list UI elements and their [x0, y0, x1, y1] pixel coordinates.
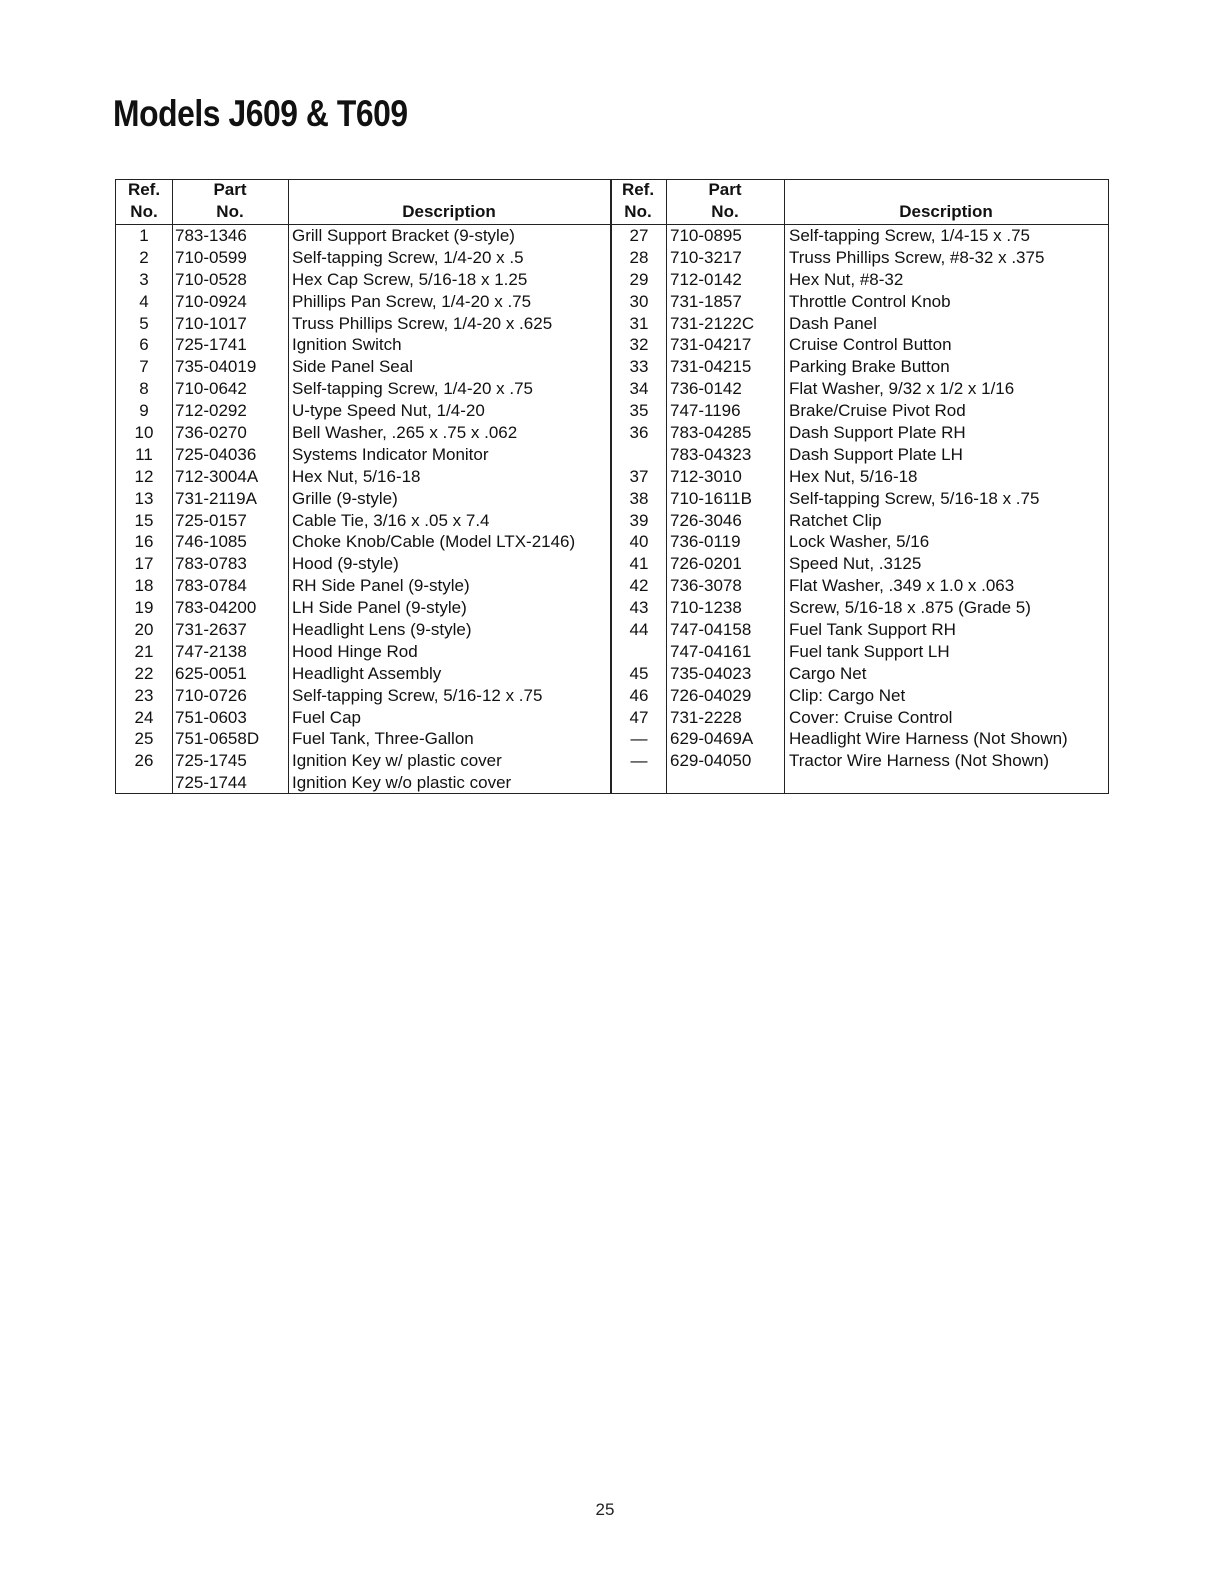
table-row	[116, 728, 1108, 750]
ref-number: 47	[629, 707, 649, 727]
part-number: 710-0726	[175, 685, 247, 705]
header-description-left	[288, 180, 610, 224]
ref-number: 1	[139, 226, 149, 245]
table-row	[116, 444, 1108, 466]
part-number: 712-3004A	[175, 466, 259, 486]
table-row	[116, 356, 1108, 378]
part-description: Ignition Key w/o plastic cover	[292, 773, 512, 793]
ref-number: 20	[134, 620, 154, 640]
table-row	[116, 663, 1108, 685]
part-description: Self-tapping Screw, 5/16-18 x .75	[789, 488, 1040, 508]
ref-number: 15	[134, 510, 154, 530]
ref-number: 5	[139, 313, 149, 333]
table-row	[116, 641, 1108, 663]
part-number: 783-0783	[175, 554, 247, 574]
part-description: Bell Washer, .265 x .75 x .062	[292, 423, 518, 443]
table-row	[116, 400, 1108, 422]
part-number: 735-04023	[670, 663, 752, 683]
part-number: 783-0784	[175, 576, 247, 596]
ref-number	[116, 772, 172, 794]
part-description: Cable Tie, 3/16 x .05 x 7.4	[292, 510, 490, 530]
part-number: 629-0469A	[670, 729, 754, 749]
part-description: RH Side Panel (9-style)	[292, 576, 470, 596]
header-part-line1: Part	[213, 180, 247, 199]
part-number: 751-0603	[175, 707, 247, 727]
table-row	[116, 750, 1108, 772]
part-description: Brake/Cruise Pivot Rod	[789, 401, 966, 421]
part-description: Ignition Switch	[292, 335, 402, 355]
part-number: 710-1017	[175, 313, 247, 333]
part-description: Parking Brake Button	[789, 357, 950, 377]
ref-number: 10	[134, 423, 154, 443]
part-number: 731-04217	[670, 335, 752, 355]
header-ref-line1: Ref.	[127, 180, 161, 199]
ref-number: 7	[139, 357, 149, 377]
ref-number: 19	[134, 598, 154, 618]
ref-number: 2	[139, 247, 149, 267]
header-ref-line2: No.	[624, 202, 652, 221]
part-number: 625-0051	[175, 663, 247, 683]
part-number: 710-3217	[670, 247, 742, 267]
table-row	[116, 291, 1108, 313]
ref-number: 31	[629, 313, 649, 333]
ref-number: 30	[629, 291, 649, 311]
ref-number: 42	[629, 576, 649, 596]
ref-number: 29	[629, 269, 649, 289]
ref-number: 37	[629, 466, 649, 486]
part-description: Hex Nut, 5/16-18	[789, 466, 918, 486]
part-description: Headlight Assembly	[292, 663, 442, 683]
header-ref-line1: Ref.	[621, 180, 655, 199]
ref-number: 3	[139, 269, 149, 289]
ref-number: 17	[134, 554, 154, 574]
ref-number: 27	[629, 226, 649, 245]
part-number: 747-1196	[670, 401, 741, 421]
part-number: 710-1611B	[670, 488, 752, 508]
ref-number: 45	[629, 663, 649, 683]
ref-number: —	[630, 751, 648, 771]
table-row	[116, 553, 1108, 575]
part-description: Choke Knob/Cable (Model LTX-2146)	[292, 532, 576, 552]
part-description: Phillips Pan Screw, 1/4-20 x .75	[292, 291, 532, 311]
part-description: Fuel tank Support LH	[789, 641, 950, 661]
part-description: Throttle Control Knob	[789, 291, 951, 311]
ref-number: —	[630, 729, 648, 749]
part-description: Fuel Tank Support RH	[789, 620, 956, 640]
part-description: Headlight Lens (9-style)	[292, 620, 472, 640]
ref-number: 18	[134, 576, 154, 596]
part-description: LH Side Panel (9-style)	[292, 598, 467, 618]
part-description: Hex Nut, #8-32	[789, 269, 904, 289]
ref-number: 21	[134, 641, 154, 661]
ref-number: 9	[139, 401, 149, 421]
part-number: 731-04215	[670, 357, 752, 377]
table-row	[116, 772, 1108, 794]
header-description: Description	[899, 202, 993, 221]
part-number: 712-0142	[670, 269, 742, 289]
ref-number: 36	[629, 423, 649, 443]
ref-number: 11	[135, 444, 153, 464]
part-number: 725-1744	[175, 773, 247, 793]
table-row	[116, 247, 1108, 269]
header-ref-line2: No.	[130, 202, 158, 221]
part-number: 783-04200	[175, 598, 257, 618]
ref-number: 35	[629, 401, 649, 421]
header-part-line1: Part	[708, 180, 742, 199]
ref-number: 33	[629, 357, 649, 377]
part-description: Screw, 5/16-18 x .875 (Grade 5)	[789, 598, 1031, 618]
table-body	[116, 225, 1108, 794]
header-part-left	[172, 180, 288, 224]
header-ref-right	[610, 180, 666, 224]
ref-number: 28	[629, 247, 649, 267]
part-number: 736-0270	[175, 423, 247, 443]
parts-table	[115, 179, 1109, 794]
part-number: 747-04158	[670, 620, 752, 640]
part-description: Hood Hinge Rod	[292, 641, 418, 661]
part-description: Flat Washer, 9/32 x 1/2 x 1/16	[789, 379, 1015, 399]
ref-number: 12	[134, 466, 154, 486]
part-description: Dash Support Plate RH	[789, 423, 966, 443]
ref-number: 6	[139, 335, 149, 355]
table-row	[116, 575, 1108, 597]
part-description: Side Panel Seal	[292, 357, 413, 377]
table-row	[116, 269, 1108, 291]
ref-number: 22	[134, 663, 154, 683]
part-description: Truss Phillips Screw, #8-32 x .375	[789, 247, 1045, 267]
part-number: 731-2637	[175, 620, 247, 640]
part-description: U-type Speed Nut, 1/4-20	[292, 401, 485, 421]
part-description: Flat Washer, .349 x 1.0 x .063	[789, 576, 1015, 596]
part-number: 783-1346	[175, 226, 247, 245]
part-number: 710-0895	[670, 226, 742, 245]
part-number: 725-1741	[175, 335, 247, 355]
ref-number: 8	[139, 379, 149, 399]
part-description: Self-tapping Screw, 1/4-15 x .75	[789, 226, 1030, 245]
table-row	[116, 334, 1108, 356]
ref-number: 44	[629, 620, 649, 640]
part-number: 736-0142	[670, 379, 742, 399]
part-number: 710-0924	[175, 291, 247, 311]
ref-number	[612, 641, 666, 663]
part-description: Truss Phillips Screw, 1/4-20 x .625	[292, 313, 553, 333]
part-number: 710-0599	[175, 247, 247, 267]
part-description: Self-tapping Screw, 1/4-20 x .5	[292, 247, 524, 267]
part-number: 746-1085	[175, 532, 247, 552]
ref-number	[612, 444, 666, 466]
part-description: Hood (9-style)	[292, 554, 399, 574]
part-description: Fuel Cap	[292, 707, 361, 727]
table-row	[116, 707, 1108, 729]
part-description: Cover: Cruise Control	[789, 707, 953, 727]
table-row	[116, 422, 1108, 444]
header-description: Description	[402, 202, 496, 221]
part-number: 726-0201	[670, 554, 742, 574]
ref-number: 24	[134, 707, 154, 727]
header-ref-left	[116, 180, 172, 224]
ref-number: 41	[629, 554, 649, 574]
part-number: 712-3010	[670, 466, 742, 486]
part-description: Fuel Tank, Three-Gallon	[292, 729, 474, 749]
part-number: 725-1745	[175, 751, 247, 771]
part-description: Hex Nut, 5/16-18	[292, 466, 421, 486]
part-number: 736-0119	[670, 532, 741, 552]
ref-number: 32	[629, 335, 649, 355]
table-row	[116, 619, 1108, 641]
part-description: Systems Indicator Monitor	[292, 444, 489, 464]
table-row	[116, 531, 1108, 553]
part-number: 736-3078	[670, 576, 742, 596]
part-description: Self-tapping Screw, 1/4-20 x .75	[292, 379, 533, 399]
part-description: Cruise Control Button	[789, 335, 952, 355]
part-description: Clip: Cargo Net	[789, 685, 906, 705]
part-number: 783-04323	[670, 444, 752, 464]
page-title: Models J609 & T609	[113, 93, 408, 134]
part-number: 726-04029	[670, 685, 752, 705]
part-number: 747-04161	[670, 641, 752, 661]
part-number: 710-0528	[175, 269, 247, 289]
header-part-line2: No.	[711, 202, 739, 221]
part-description: Ratchet Clip	[789, 510, 882, 530]
ref-number: 40	[629, 532, 649, 552]
part-number: 725-04036	[175, 444, 257, 464]
part-description: Cargo Net	[789, 663, 867, 683]
ref-number: 26	[134, 751, 154, 771]
part-number: 712-0292	[175, 401, 247, 421]
part-description: Self-tapping Screw, 5/16-12 x .75	[292, 685, 543, 705]
part-number: 726-3046	[670, 510, 742, 530]
table-row	[116, 488, 1108, 510]
part-description: Hex Cap Screw, 5/16-18 x 1.25	[292, 269, 528, 289]
part-number: 731-2228	[670, 707, 742, 727]
part-description: Tractor Wire Harness (Not Shown)	[789, 751, 1050, 771]
part-number: 735-04019	[175, 357, 257, 377]
part-description: Headlight Wire Harness (Not Shown)	[789, 729, 1068, 749]
part-description: Grille (9-style)	[292, 488, 398, 508]
ref-number: 16	[134, 532, 154, 552]
part-description: Speed Nut, .3125	[789, 554, 922, 574]
part-number: 731-2122C	[670, 313, 755, 333]
ref-number: 38	[629, 488, 649, 508]
part-description: Dash Panel	[789, 313, 877, 333]
part-description: Grill Support Bracket (9-style)	[292, 226, 515, 245]
table-row	[116, 685, 1108, 707]
part-number: 725-0157	[175, 510, 247, 530]
header-part-line2: No.	[216, 202, 244, 221]
table-row	[116, 378, 1108, 400]
part-number: 731-2119A	[175, 488, 257, 508]
table-row	[116, 510, 1108, 532]
part-number: 710-1238	[670, 598, 742, 618]
page-number: 25	[595, 1500, 615, 1519]
part-number: 710-0642	[175, 379, 247, 399]
part-number: 629-04050	[670, 751, 752, 771]
ref-number: 46	[629, 685, 649, 705]
ref-number: 39	[629, 510, 649, 530]
ref-number: 25	[134, 729, 154, 749]
header-part-right	[666, 180, 784, 224]
part-number: 783-04285	[670, 423, 752, 443]
table-row	[116, 225, 1108, 247]
part-number: 731-1857	[670, 291, 742, 311]
part-number: 751-0658D	[175, 729, 260, 749]
part-description: Ignition Key w/ plastic cover	[292, 751, 502, 771]
ref-number: 13	[134, 488, 154, 508]
ref-number: 34	[629, 379, 649, 399]
part-number: 747-2138	[175, 641, 247, 661]
table-row	[116, 597, 1108, 619]
table-row	[116, 313, 1108, 335]
ref-number: 4	[139, 291, 149, 311]
part-description: Lock Washer, 5/16	[789, 532, 930, 552]
header-description-right	[784, 180, 1108, 224]
ref-number: 23	[134, 685, 154, 705]
part-description: Dash Support Plate LH	[789, 444, 963, 464]
table-row	[116, 466, 1108, 488]
ref-number: 43	[629, 598, 649, 618]
